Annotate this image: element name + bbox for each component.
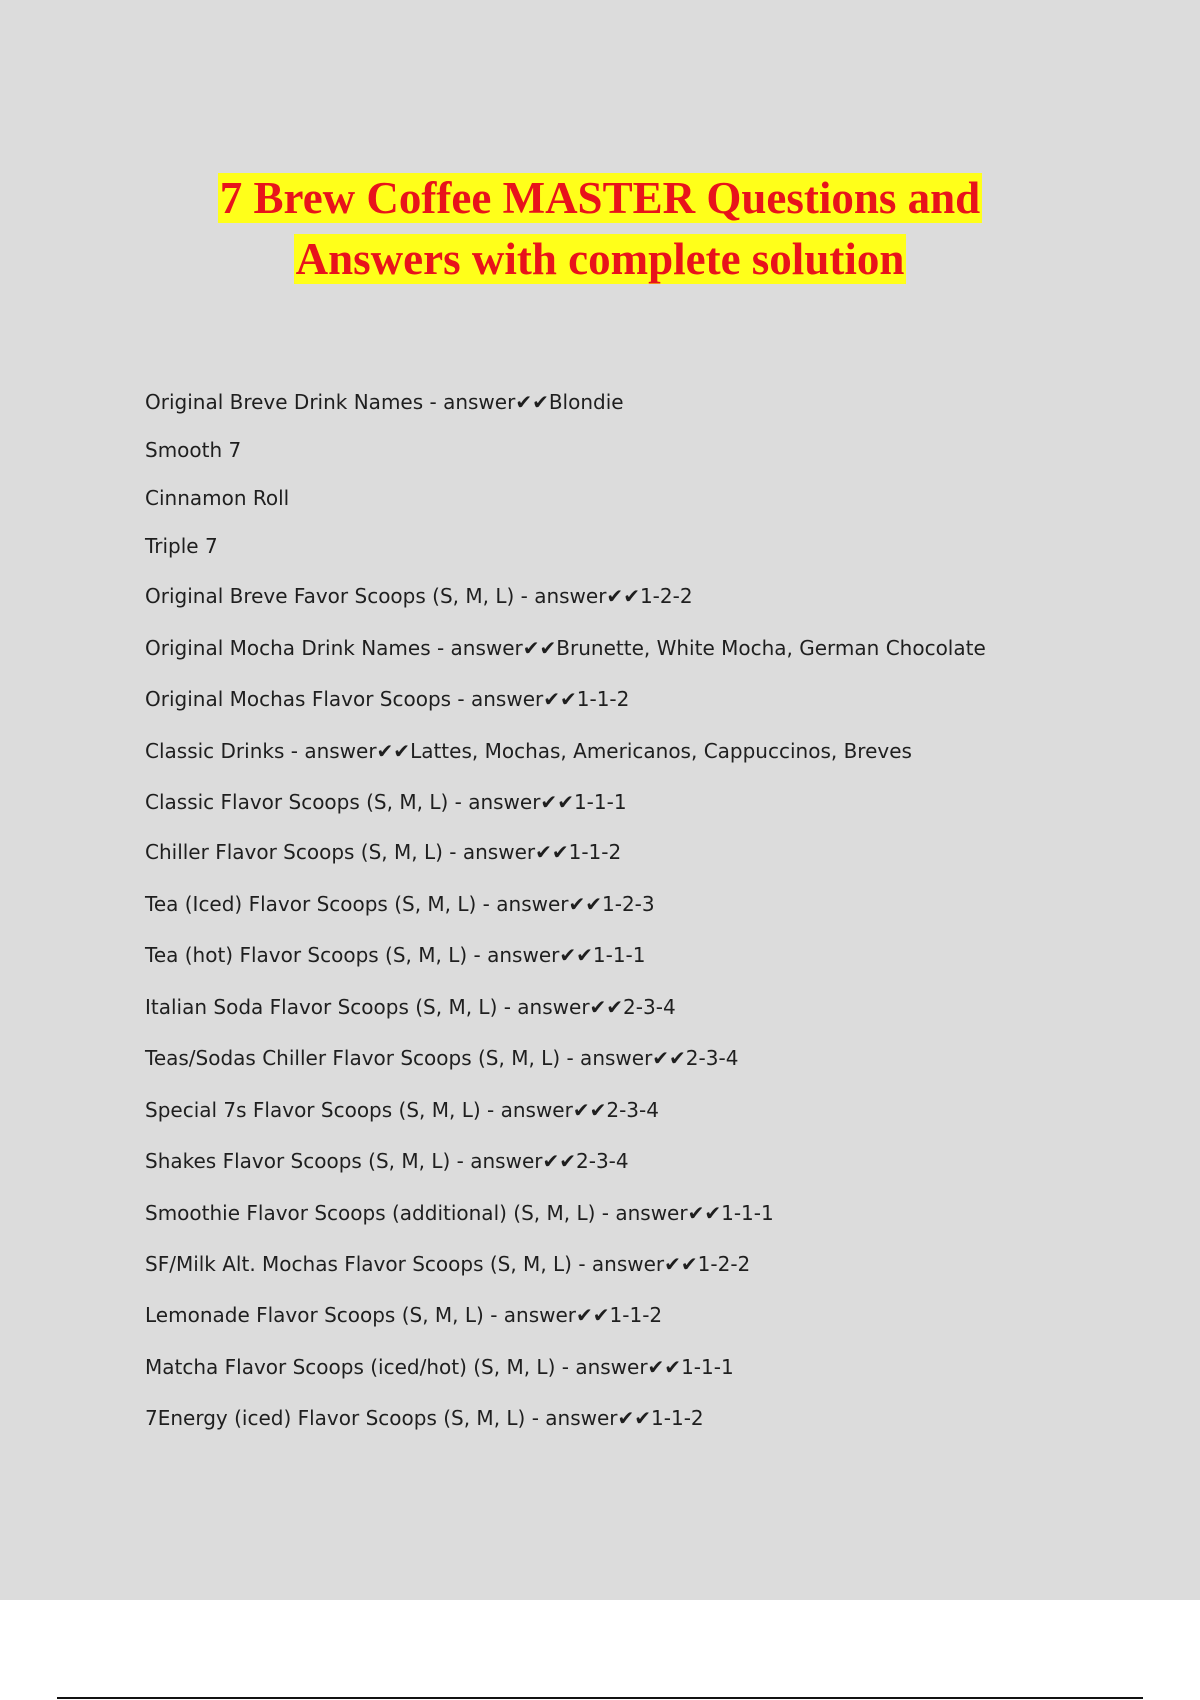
qa-item: Tea (Iced) Flavor Scoops (S, M, L) - answer✔✔1-2-3 — [145, 892, 655, 916]
qa-item: Lemonade Flavor Scoops (S, M, L) - answer✔✔1-1-2 — [145, 1303, 663, 1327]
qa-item: Original Breve Favor Scoops (S, M, L) - answer✔✔1-2-2 — [145, 584, 693, 608]
qa-item: Classic Flavor Scoops (S, M, L) - answer✔✔1-1-1 — [145, 790, 627, 814]
qa-item: Original Mocha Drink Names - answer✔✔Brunette, White Mocha, German Chocolate — [145, 636, 986, 660]
title-line-2: Answers with complete solution — [295, 234, 905, 284]
qa-item: Original Mochas Flavor Scoops - answer✔✔1-1-2 — [145, 687, 630, 711]
qa-item: SF/Milk Alt. Mochas Flavor Scoops (S, M, L) - answer✔✔1-2-2 — [145, 1252, 751, 1276]
qa-item: Smoothie Flavor Scoops (additional) (S, M, L) - answer✔✔1-1-1 — [145, 1201, 774, 1225]
qa-item: 7Energy (iced) Flavor Scoops (S, M, L) - answer✔✔1-1-2 — [145, 1406, 704, 1430]
qa-item: Chiller Flavor Scoops (S, M, L) - answer✔✔1-1-2 — [145, 840, 622, 864]
qa-item: Matcha Flavor Scoops (iced/hot) (S, M, L) - answer✔✔1-1-1 — [145, 1355, 734, 1379]
footer-divider — [57, 1697, 1143, 1699]
qa-item: Triple 7 — [145, 534, 218, 558]
qa-item: Italian Soda Flavor Scoops (S, M, L) - answer✔✔2-3-4 — [145, 995, 676, 1019]
qa-list — [145, 384, 1105, 1440]
qa-item: Teas/Sodas Chiller Flavor Scoops (S, M, L) - answer✔✔2-3-4 — [145, 1046, 739, 1070]
qa-item: Cinnamon Roll — [145, 486, 290, 510]
qa-item: Classic Drinks - answer✔✔Lattes, Mochas, Americanos, Cappuccinos, Breves — [145, 739, 912, 763]
qa-item: Special 7s Flavor Scoops (S, M, L) - answer✔✔2-3-4 — [145, 1098, 659, 1122]
document-title — [0, 168, 1200, 290]
qa-item: Original Breve Drink Names - answer✔✔Blondie — [145, 390, 624, 414]
qa-item: Shakes Flavor Scoops (S, M, L) - answer✔✔2-3-4 — [145, 1149, 629, 1173]
qa-item: Smooth 7 — [145, 438, 242, 462]
title-line-1: 7 Brew Coffee MASTER Questions and — [219, 173, 981, 223]
qa-item: Tea (hot) Flavor Scoops (S, M, L) - answer✔✔1-1-1 — [145, 943, 646, 967]
